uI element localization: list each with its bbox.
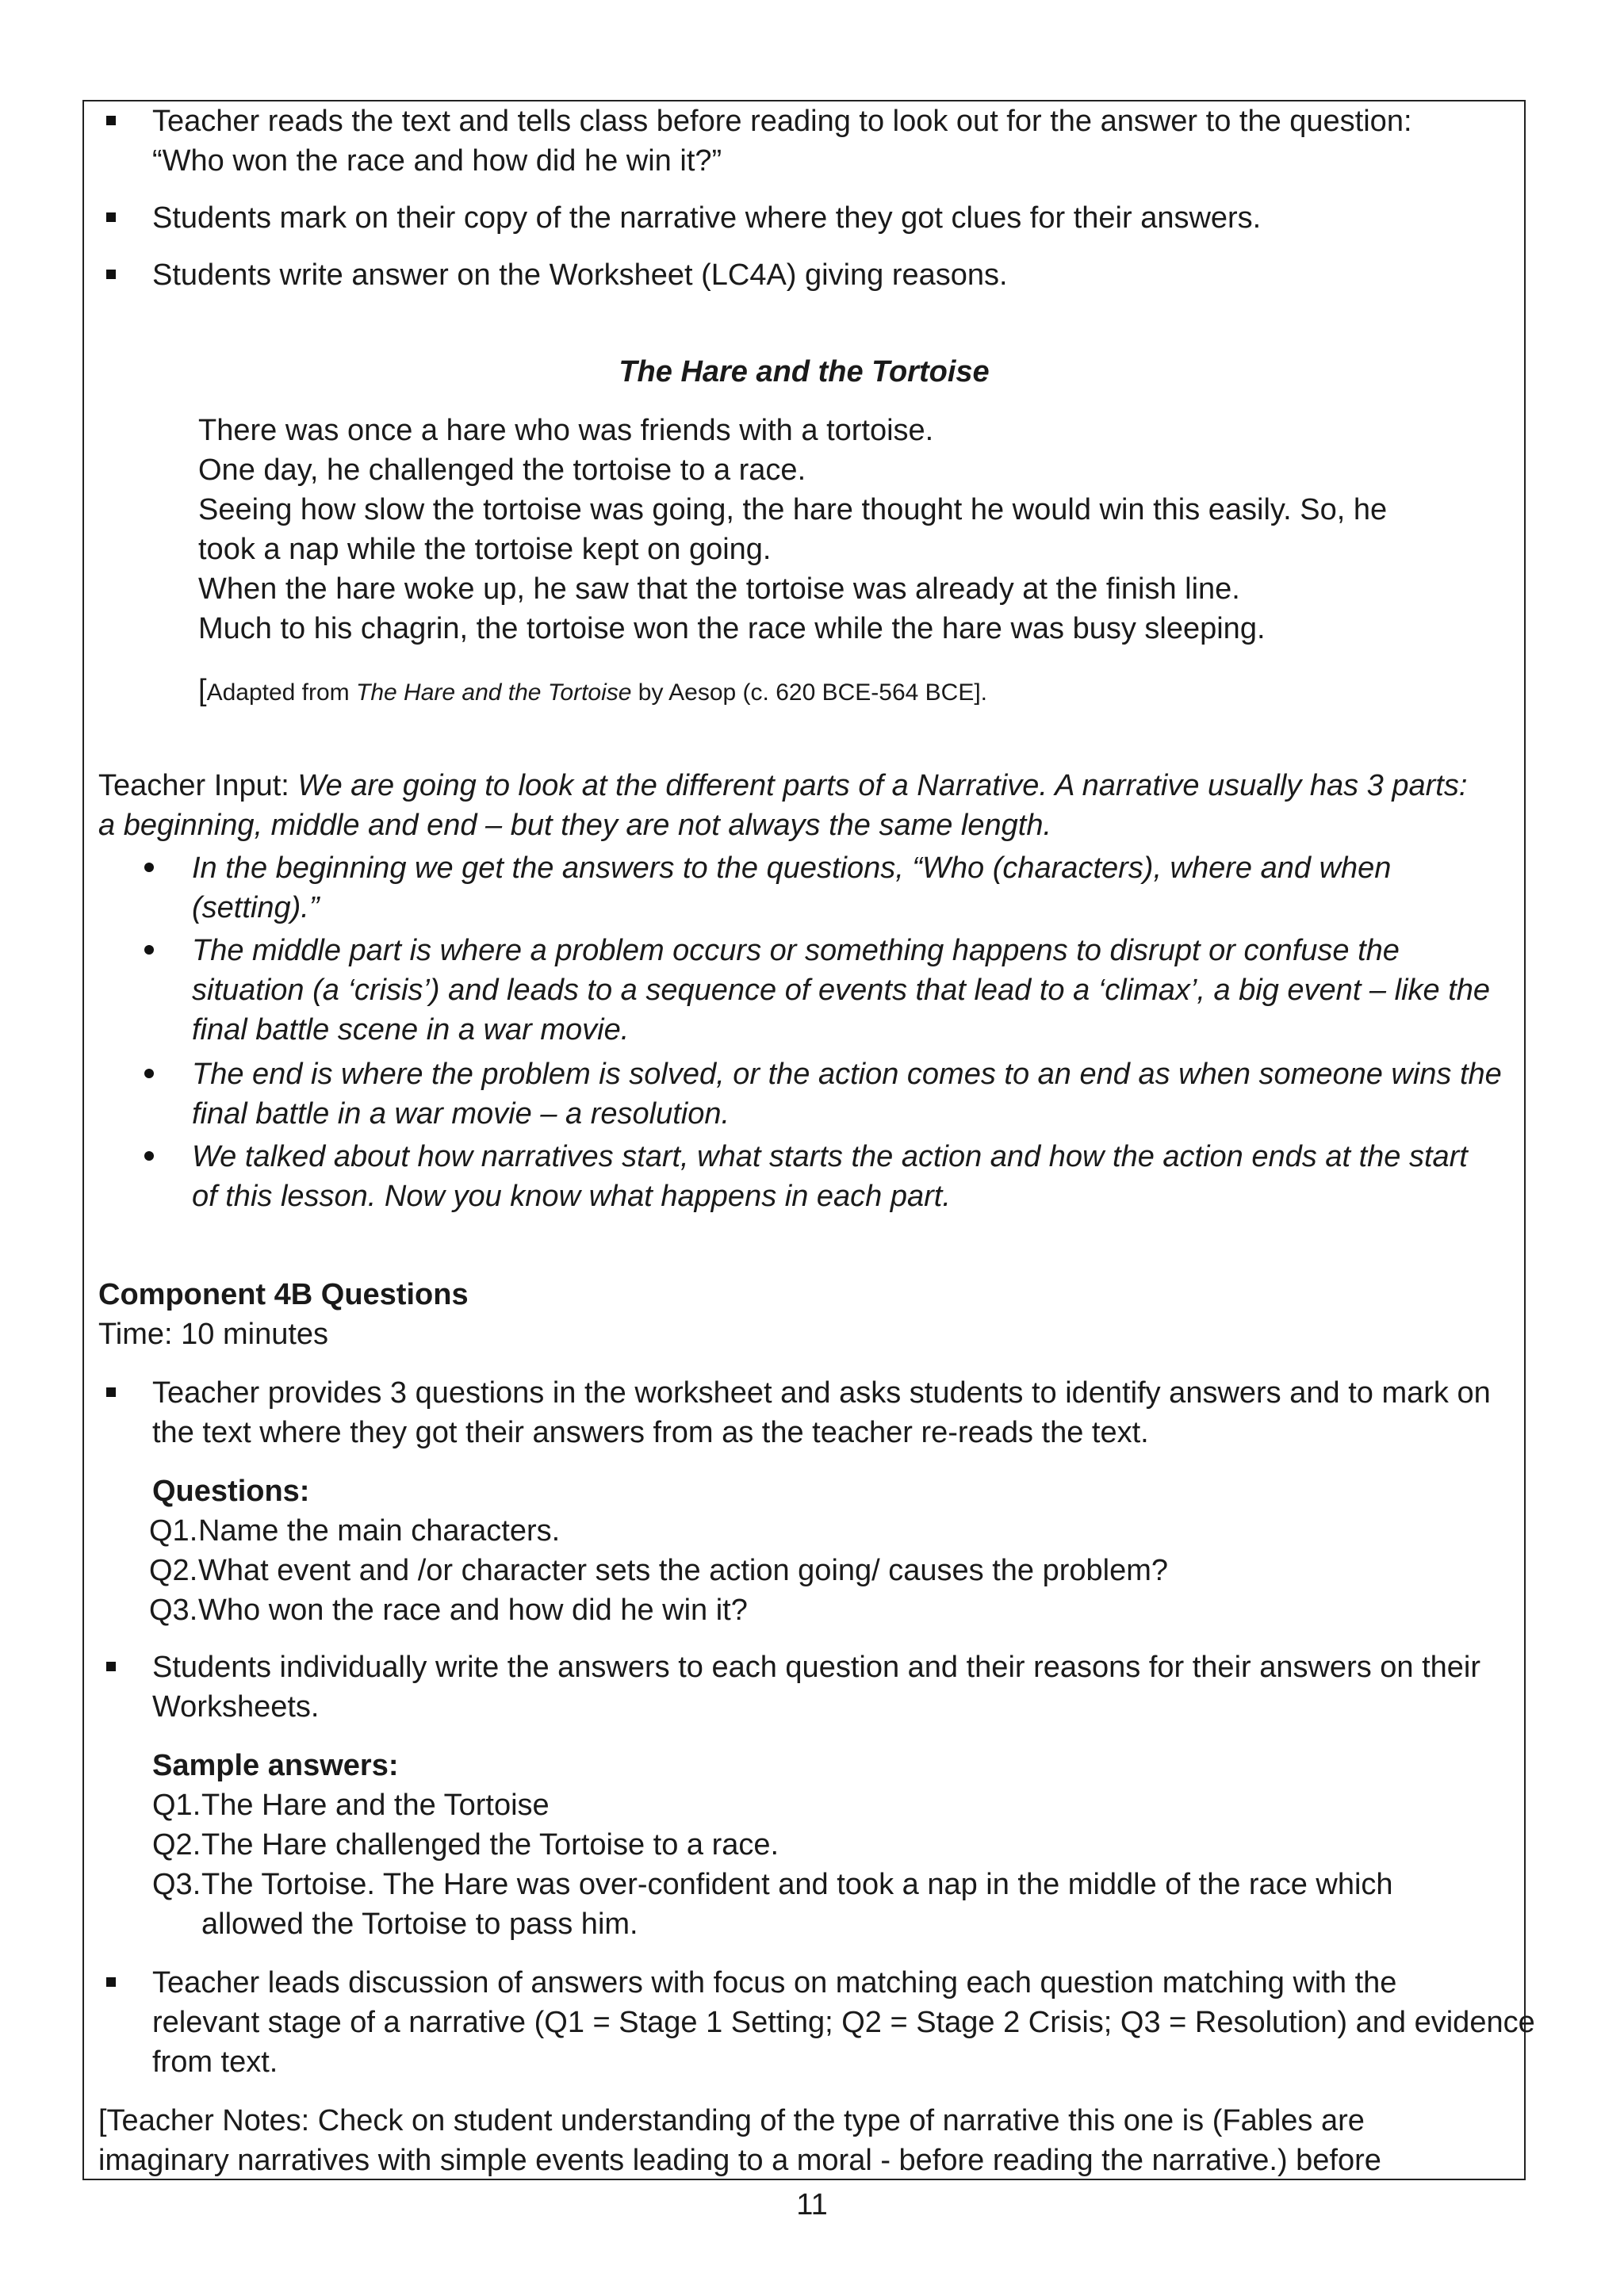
input-bullet-3-line-1: The end is where the problem is solved, or the action comes to an end as when someone wins the [192,1058,1502,1091]
answer-2-num: Q2. [152,1828,201,1862]
questions-label: Questions: [152,1475,310,1508]
input-bullet-2-line-3: final battle scene in a war movie. [192,1013,630,1047]
story-line-6: Much to his chagrin, the tortoise won the race while the hare was busy sleeping. [198,612,1266,645]
teacher-input-line-2: a beginning, middle and end – but they are not always the same length. [98,809,1052,842]
bullet-square-icon [106,270,116,279]
component-bullet-3-line-1: Teacher leads discussion of answers with focus on matching each question matching with the [152,1966,1397,1999]
answer-1-num: Q1. [152,1789,201,1822]
bullet-dot-icon [144,1151,154,1161]
answer-2-text: The Hare challenged the Tortoise to a race. [201,1828,779,1862]
input-bullet-4-line-1: We talked about how narratives start, what starts the action and how the action ends at the start [192,1140,1468,1173]
component-bullet-3-line-3: from text. [152,2045,278,2079]
citation-suffix: by Aesop (c. 620 BCE-564 BCE]. [631,679,988,706]
bullet-dot-icon [144,863,154,872]
intro-bullet-2: Students mark on their copy of the narrative where they got clues for their answers. [152,201,1262,235]
component-bullet-1-line-1: Teacher provides 3 questions in the worksheet and asks students to identify answers and to mark on [152,1376,1491,1410]
story-title: The Hare and the Tortoise [619,355,990,388]
input-bullet-1-line-1: In the beginning we get the answers to the questions, “Who (characters), where and when [192,851,1392,885]
input-bullet-3-line-2: final battle in a war movie – a resolution. [192,1097,730,1131]
input-bullet-1-line-2: (setting).” [192,891,320,924]
question-2-text: What event and /or character sets the action going/ causes the problem? [198,1554,1169,1587]
citation-bracket: [ [198,674,207,707]
question-3-text: Who won the race and how did he win it? [198,1594,748,1627]
input-bullet-4-line-2: of this lesson. Now you know what happens in each part. [192,1180,951,1213]
bullet-square-icon [106,116,116,125]
bullet-square-icon [106,1662,116,1671]
input-bullet-2-line-1: The middle part is where a problem occurs or something happens to disrupt or confuse the [192,934,1400,967]
question-1-num: Q1. [149,1514,198,1548]
story-line-5: When the hare woke up, he saw that the tortoise was already at the finish line. [198,572,1240,606]
teacher-input-label: Teacher Input: [98,769,298,802]
teacher-notes-line-2: imaginary narratives with simple events leading to a moral - before reading the narrative.) before [98,2144,1381,2177]
answer-3-num: Q3. [152,1868,201,1901]
question-1-text: Name the main characters. [198,1514,561,1548]
intro-bullet-1-line-1: Teacher reads the text and tells class before reading to look out for the answer to the question: [152,105,1412,138]
bullet-dot-icon [144,1069,154,1078]
answer-3-text: The Tortoise. The Hare was over-confident and took a nap in the middle of the race which [201,1868,1393,1901]
intro-bullet-3: Students write answer on the Worksheet (LC4A) giving reasons. [152,258,1008,292]
bullet-square-icon [106,1387,116,1397]
component-bullet-2-line-2: Worksheets. [152,1690,320,1724]
page-number: 11 [796,2188,828,2221]
story-line-2: One day, he challenged the tortoise to a race. [198,453,806,487]
input-bullet-2-line-2: situation (a ‘crisis’) and leads to a sequence of events that lead to a ‘climax’, a big event – like the [192,974,1491,1007]
answer-3-continuation: allowed the Tortoise to pass him. [201,1908,638,1941]
answer-1-text: The Hare and the Tortoise [201,1789,550,1822]
citation-prefix: Adapted from [206,679,356,706]
component-bullet-2-line-1: Students individually write the answers to each question and their reasons for their answers on their [152,1651,1481,1684]
citation-work: The Hare and the Tortoise [356,679,632,706]
bullet-square-icon [106,1977,116,1987]
story-line-3: Seeing how slow the tortoise was going, the hare thought he would win this easily. So, he [198,493,1388,526]
component-time: Time: 10 minutes [98,1318,329,1351]
component-bullet-3-line-2: relevant stage of a narrative (Q1 = Stage 1 Setting; Q2 = Stage 2 Crisis; Q3 = Resolution) and evidence [152,2006,1535,2039]
question-3-num: Q3. [149,1594,198,1627]
question-2-num: Q2. [149,1554,198,1587]
bullet-square-icon [106,212,116,222]
bullet-dot-icon [144,945,154,955]
teacher-input-text: We are going to look at the different parts of a Narrative. A narrative usually has 3 parts: [297,769,1468,802]
story-line-4: took a nap while the tortoise kept on going. [198,533,772,566]
story-line-1: There was once a hare who was friends with a tortoise. [198,414,934,447]
teacher-notes-line-1: [Teacher Notes: Check on student understanding of the type of narrative this one is (Fables are [98,2104,1365,2137]
answers-label: Sample answers: [152,1749,399,1782]
teacher-input-line-1 [98,766,1467,806]
story-citation [198,671,987,713]
component-heading: Component 4B Questions [98,1278,469,1311]
component-bullet-1-line-2: the text where they got their answers from as the teacher re-reads the text. [152,1416,1149,1449]
intro-bullet-1-line-2: “Who won the race and how did he win it?” [152,144,722,178]
